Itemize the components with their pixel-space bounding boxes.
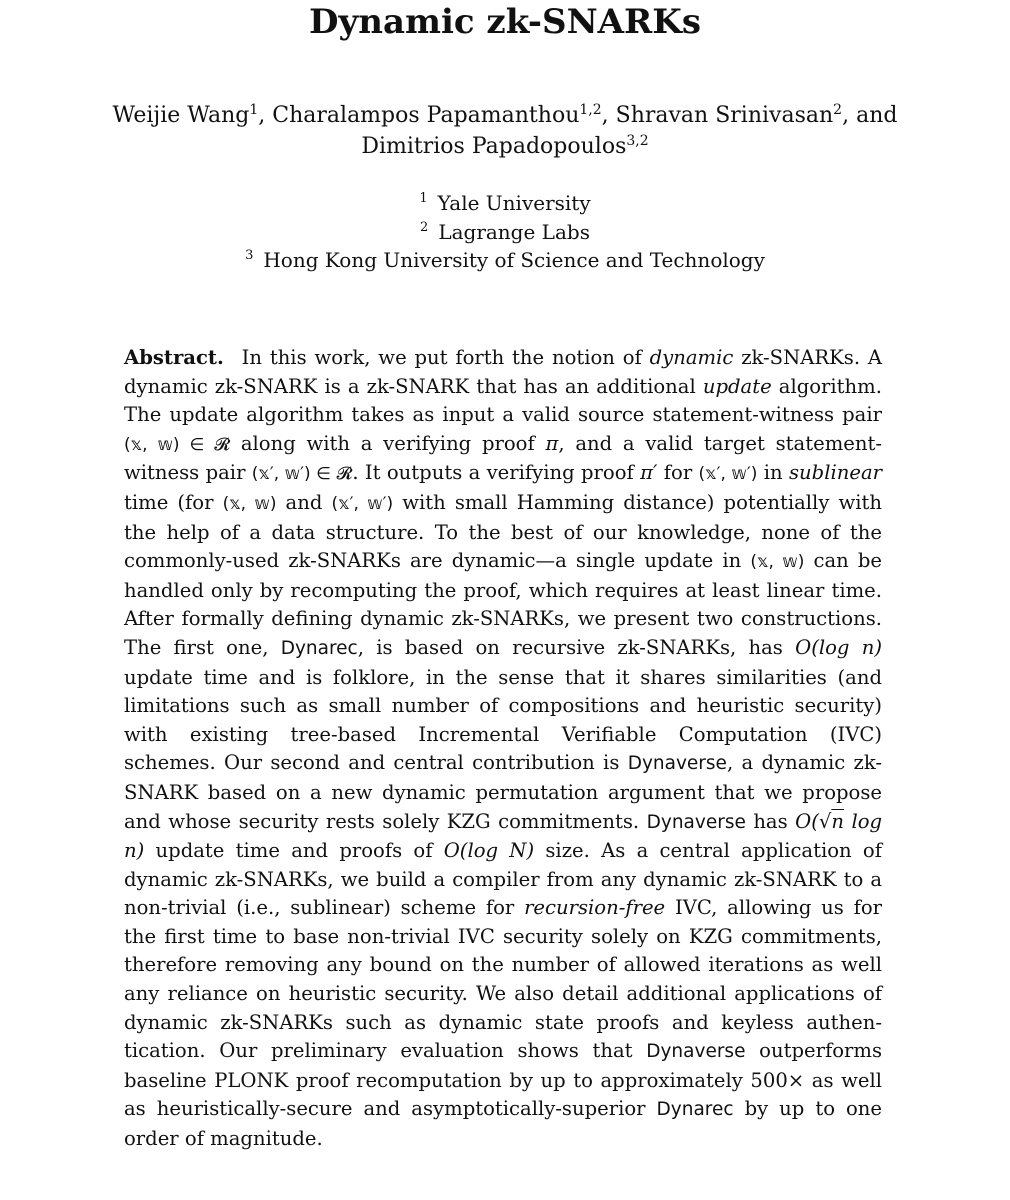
math-expression: (𝕩, 𝕨) <box>222 493 277 514</box>
abstract-paragraph <box>124 344 882 1154</box>
abstract-heading: Abstract. <box>124 346 224 369</box>
math-part: O(√ <box>795 809 832 833</box>
author-affil-mark: 3,2 <box>626 133 649 149</box>
abstract-text: In this work, we put forth the notion of <box>241 346 642 369</box>
abstract <box>124 344 882 1154</box>
affiliation-name: Hong Kong University of Science and Technology <box>263 248 765 272</box>
author-affil-mark: 2 <box>833 102 843 118</box>
author-list: Weijie Wang$^1$, Charalampos Papamanthou$^{1,2}$, Shravan Srinivasan$^2$, and Dimitrios Papadopoulos$^{3,2}$ <box>112 102 898 159</box>
math-expression: O(log N) <box>443 839 535 863</box>
affiliation <box>0 218 1010 247</box>
abstract-text: zk-SNARKs. A dynamic zk-SNARK is a zk-SNARK that has an additional <box>124 346 883 398</box>
math-expression: O(log n) <box>795 635 883 659</box>
author-name: Charalampos Papamanthou <box>272 103 580 128</box>
scheme-name: Dynaverse <box>627 753 727 775</box>
abstract-text: , is based on recursive zk-SNARKs, has <box>357 635 783 659</box>
math-expression: π <box>545 431 559 455</box>
affiliation <box>0 246 1010 275</box>
abstract-text: update time and proofs of <box>155 839 433 863</box>
affiliation <box>0 189 1010 218</box>
abstract-text: , a dynamic zk-SNARK based on a new dynamic permutation argument that we propose and whose security rests solely KZG commitments. <box>124 751 882 833</box>
abstract-emphasis: recursion-free <box>524 896 666 920</box>
abstract-text: update time and is folklore, in the sense that it shares similarities (and limitations such as small number of compositions and heuristic security) with existing tree-based Incremental Verifiable Computation (IVC) schemes. Our second and central contribution is <box>124 665 882 775</box>
author-name: Weijie Wang <box>112 103 250 128</box>
math-expression: (𝕩, 𝕨) <box>750 552 805 573</box>
abstract-text: along with a verifying proof <box>240 431 535 455</box>
abstract-text: and <box>285 490 323 514</box>
author-name: Shravan Srinivasan <box>615 103 834 128</box>
paper-title: Dynamic zk-SNARKs <box>309 2 701 42</box>
scheme-name: Dynaverse <box>646 1041 746 1063</box>
author-affil-mark: 1,2 <box>579 102 602 118</box>
affiliation-name: Yale University <box>437 191 591 215</box>
abstract-text: in <box>763 461 783 485</box>
scheme-name: Dynarec <box>280 637 358 659</box>
math-expression: (𝕩, 𝕨) ∈ 𝓡 <box>124 434 231 455</box>
math-part: log n) <box>124 809 883 863</box>
abstract-emphasis: sublinear <box>788 461 882 485</box>
abstract-text: by up to one order of magnitude. <box>124 1097 882 1151</box>
math-expression: (𝕩′, 𝕨′) <box>698 464 758 485</box>
affiliation-number: 1 <box>419 191 428 206</box>
author-conjunction: and <box>856 103 898 128</box>
math-expression: (𝕩′, 𝕨′) <box>331 493 394 514</box>
affiliation-name: Lagrange Labs <box>438 219 590 244</box>
abstract-text: IVC, allowing us for the first time to base non-trivial IVC security solely on KZG commitments, therefore removing any bound on the number of allowed iterations as well any reliance on heuristic security. We also detail additional applications of dynamic zk-SNARKs such as dynamic state proofs and keyless authentication. Our preliminary evaluation shows that <box>124 896 883 1063</box>
scheme-name: Dynarec <box>656 1099 734 1121</box>
author-name: Dimitrios Papadopoulos <box>361 134 627 159</box>
abstract-text: . It outputs a verifying proof <box>352 461 634 485</box>
abstract-text: time (for <box>124 490 214 514</box>
affiliation-number: 2 <box>420 219 429 235</box>
abstract-text: with small Hamming distance) potentially with the help of a data structure. To the best of our knowledge, none of the commonly-used zk-SNARKs are dynamic—a single update in <box>124 490 883 573</box>
abstract-text: algorithm. The update algorithm takes as input a valid source statement-witness pair <box>124 374 882 427</box>
abstract-text: outperforms baseline PLONK proof recomputation by up to approximately 500× as well as heuristically-secure and asymptotically-superior <box>124 1039 882 1121</box>
abstract-text: , and a valid target statement-witness pair <box>124 431 882 485</box>
affiliation-list <box>0 189 1010 275</box>
scheme-name: Dynaverse <box>646 811 746 833</box>
abstract-text: can be handled only by recomputing the proof, which requires at least linear time. After formally defining dynamic zk-SNARKs, we present two constructions. The first one, <box>124 549 883 659</box>
abstract-text: for <box>663 461 693 485</box>
abstract-text: size. As a central application of dynamic zk-SNARKs, we build a compiler from any dynamic zk-SNARK to a non-trivial (i.e., sublinear) scheme for <box>124 839 882 920</box>
math-expression: (𝕩′, 𝕨′) ∈ 𝓡 <box>251 464 353 485</box>
math-expression: π′ <box>640 461 658 485</box>
abstract-emphasis: update <box>702 374 772 398</box>
math-part: n <box>831 809 844 833</box>
abstract-emphasis: dynamic <box>649 346 734 369</box>
abstract-text: has <box>753 809 788 833</box>
author-affil-mark: 1 <box>249 102 259 118</box>
affiliation-number: 3 <box>245 248 254 263</box>
